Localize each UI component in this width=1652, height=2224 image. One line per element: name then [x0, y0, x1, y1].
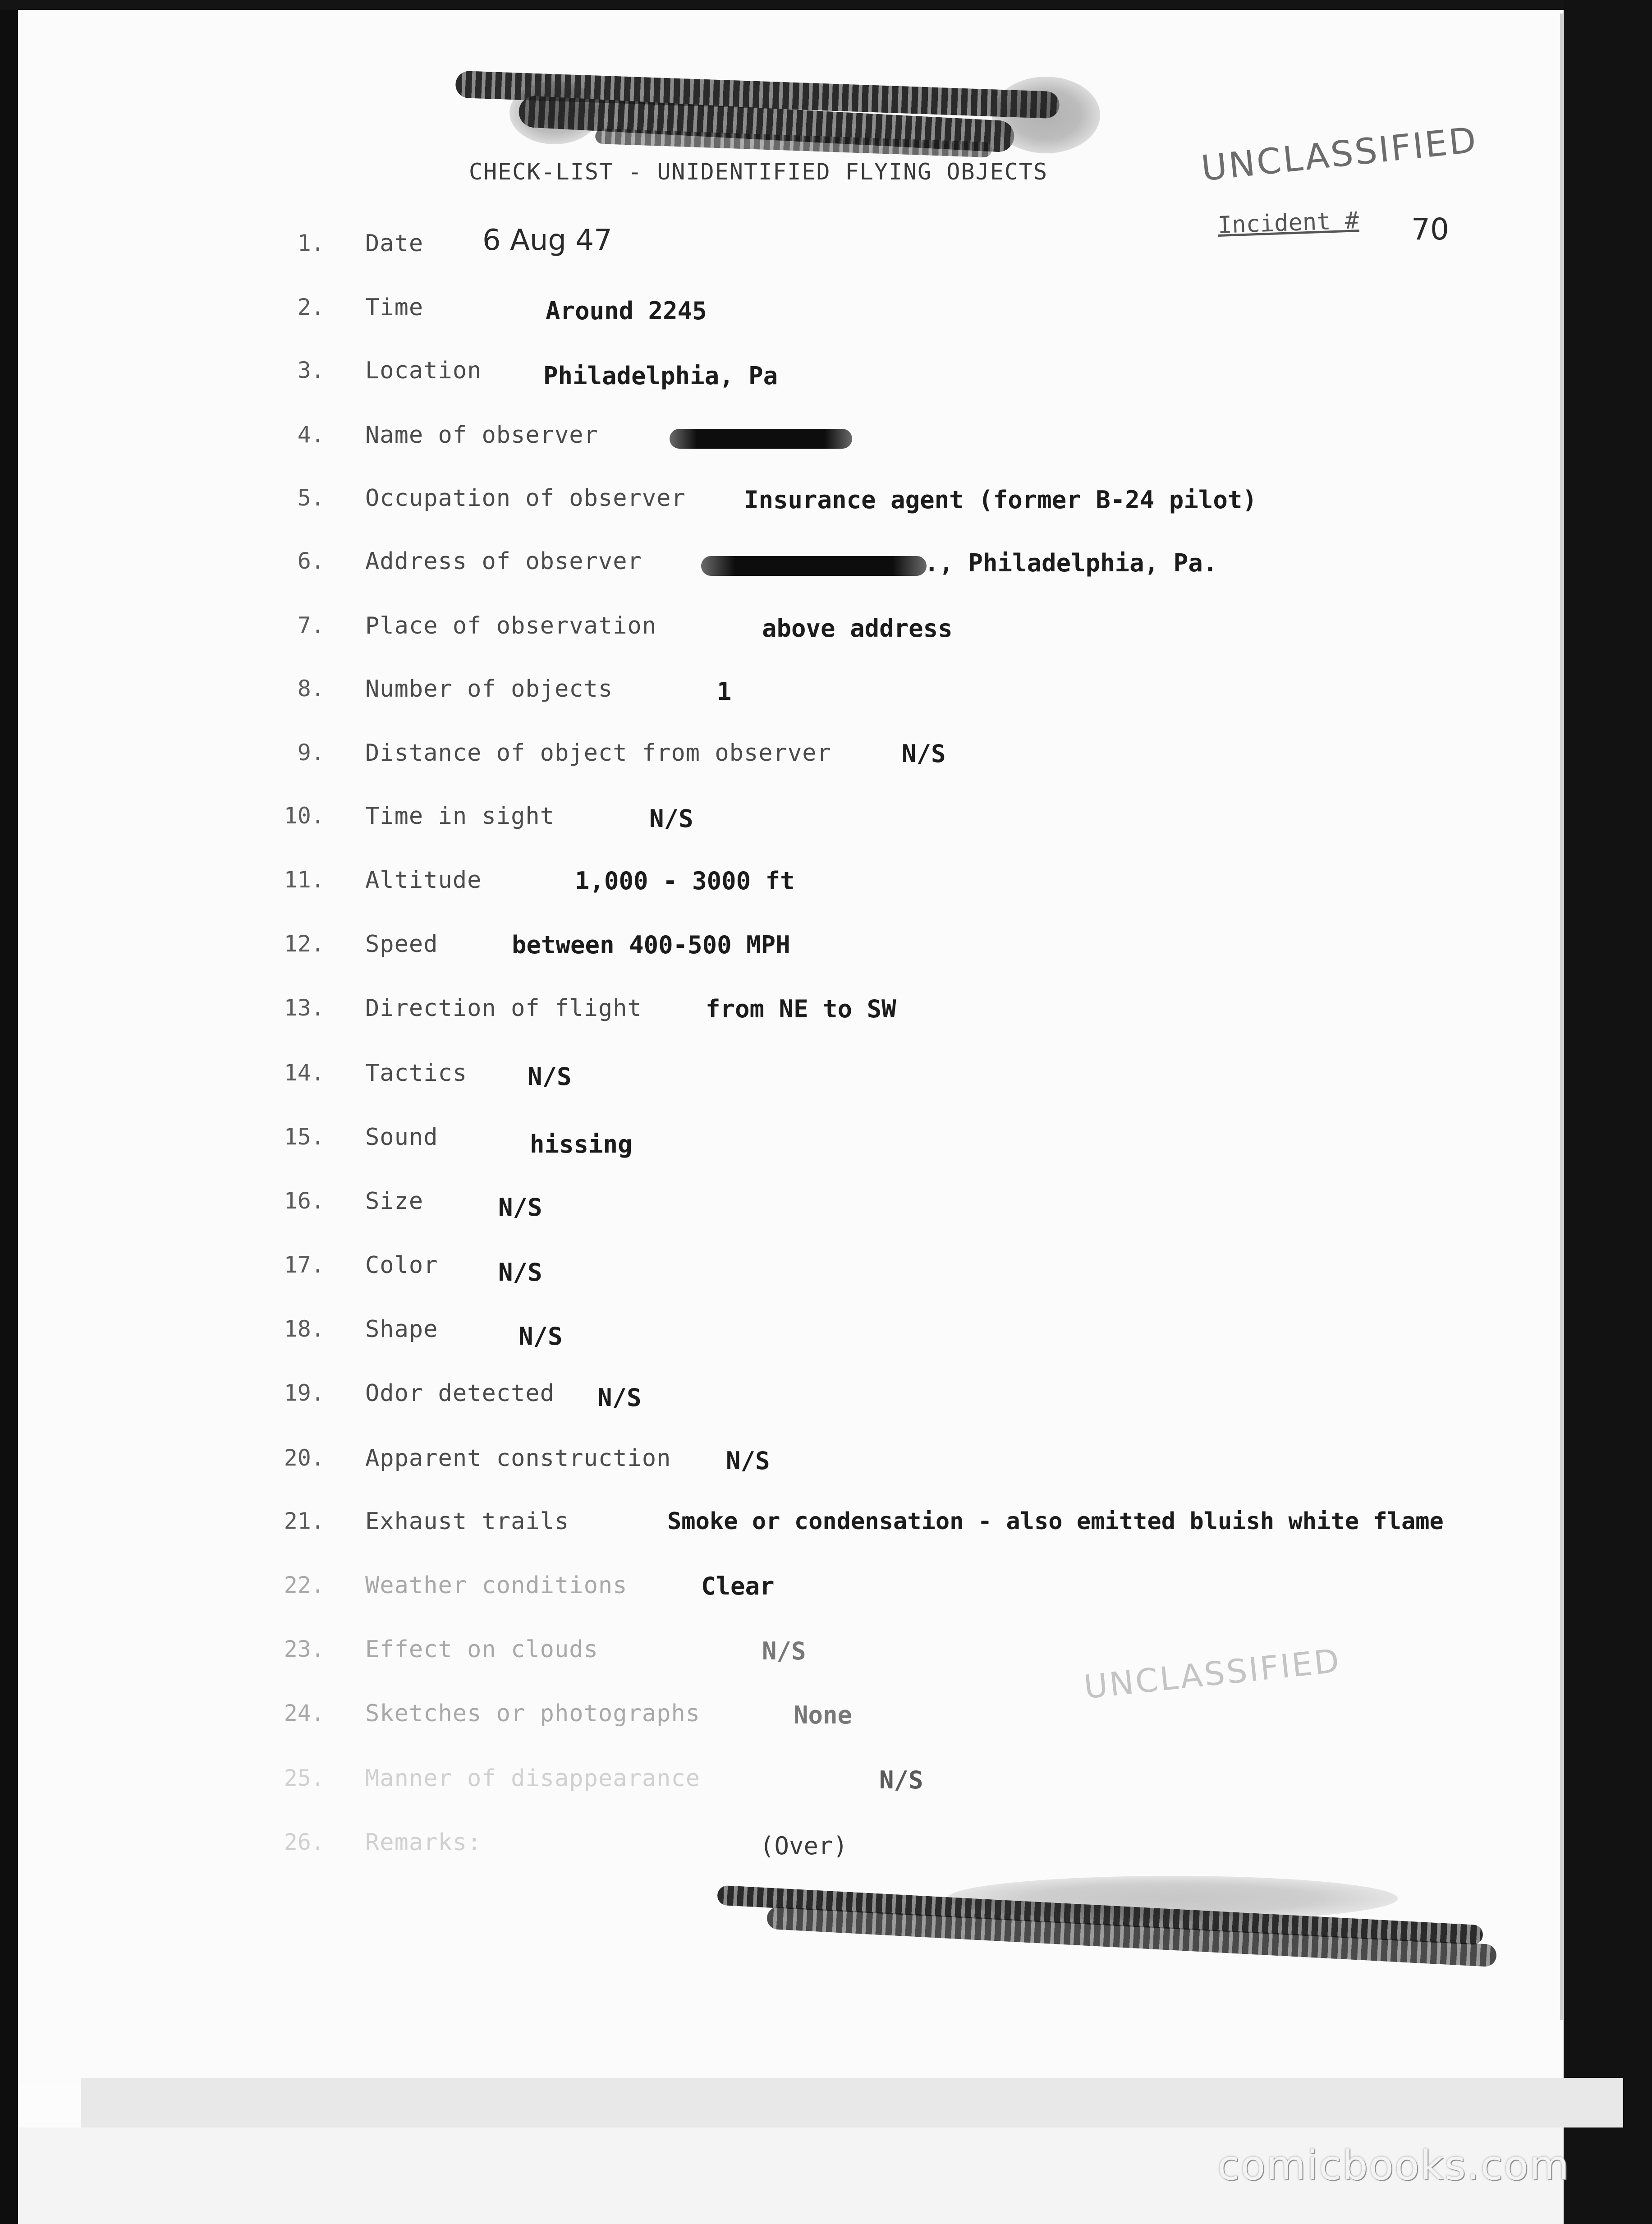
item-value: N/S — [498, 1258, 542, 1287]
item-label: Color — [365, 1252, 438, 1279]
item-value: N/S — [726, 1447, 770, 1475]
item-value: N/S — [597, 1383, 642, 1412]
item-number: 23. — [284, 1636, 325, 1662]
item-value: N/S — [519, 1322, 563, 1351]
watermark: comicbooks.com — [1217, 2142, 1570, 2189]
item-number: 15. — [284, 1124, 325, 1150]
item-number: 25. — [284, 1765, 325, 1791]
item-number: 13. — [284, 995, 325, 1021]
list-item — [0, 422, 1560, 462]
list-item — [0, 1188, 1560, 1228]
incident-number: 70 — [1411, 212, 1449, 247]
list-item — [0, 357, 1560, 398]
item-label: Time in sight — [365, 803, 555, 830]
list-item — [0, 803, 1560, 843]
list-item — [0, 612, 1560, 653]
item-number: 26. — [284, 1829, 325, 1855]
list-item — [0, 548, 1560, 588]
item-label: Altitude — [365, 867, 482, 894]
item-label: Address of observer — [365, 548, 642, 575]
item-number: 2. — [297, 294, 325, 320]
item-label: Time — [365, 294, 424, 321]
item-number: 9. — [297, 740, 325, 766]
item-number: 8. — [297, 675, 325, 702]
list-item — [0, 294, 1560, 335]
item-value: Around 2245 — [546, 297, 707, 325]
item-number: 1. — [297, 230, 325, 256]
item-number: 20. — [284, 1445, 325, 1471]
list-item — [0, 995, 1560, 1035]
item-value: 1,000 - 3000 ft — [575, 867, 795, 895]
item-value: N/S — [879, 1766, 923, 1794]
item-number: 22. — [284, 1572, 325, 1598]
item-value: Smoke or condensation - also emitted bluish white flame — [667, 1508, 1444, 1535]
list-item — [0, 1572, 1560, 1613]
item-label: Tactics — [365, 1060, 468, 1087]
item-label: Place of observation — [365, 612, 657, 639]
list-item — [0, 1700, 1560, 1741]
item-number: 5. — [297, 485, 325, 511]
scan-edge-top — [0, 0, 1652, 10]
list-item — [0, 1252, 1560, 1292]
item-value: N/S — [649, 804, 693, 833]
item-value: 6 Aug 47 — [482, 224, 612, 257]
item-number: 19. — [284, 1380, 325, 1406]
item-label: Name of observer — [365, 422, 598, 449]
item-value: Philadelphia, Pa — [543, 362, 778, 390]
list-item — [0, 1124, 1560, 1164]
item-label: Exhaust trails — [365, 1508, 569, 1535]
item-number: 11. — [284, 867, 325, 893]
item-label: Size — [365, 1188, 424, 1215]
item-label: Direction of flight — [365, 995, 642, 1022]
item-number: 21. — [284, 1508, 325, 1534]
unclassified-stamp: UNCLASSIFIED — [1199, 119, 1480, 189]
item-label: Sketches or photographs — [365, 1700, 701, 1727]
item-label: Manner of disappearance — [365, 1765, 701, 1792]
redaction-bar — [701, 556, 927, 576]
redaction-bar — [670, 429, 852, 449]
item-number: 18. — [284, 1316, 325, 1342]
item-value: Insurance agent (former B-24 pilot) — [744, 486, 1257, 514]
list-item — [0, 1060, 1560, 1100]
item-label: Effect on clouds — [365, 1636, 598, 1663]
item-label: Location — [365, 357, 482, 384]
item-label: Sound — [365, 1124, 438, 1151]
list-item — [0, 1316, 1560, 1356]
list-item — [0, 1380, 1560, 1420]
item-value: N/S — [762, 1637, 806, 1665]
item-number: 24. — [284, 1700, 325, 1726]
item-label: Distance of object from observer — [365, 740, 831, 767]
item-label: Remarks: — [365, 1829, 482, 1856]
incident-label: Incident # — [1217, 207, 1359, 239]
item-value: None — [794, 1701, 853, 1729]
item-value: N/S — [498, 1193, 542, 1222]
list-item — [0, 1445, 1560, 1485]
list-item — [0, 931, 1560, 971]
item-value: 1 — [717, 677, 732, 706]
item-number: 4. — [297, 422, 325, 448]
item-number: 7. — [297, 612, 325, 639]
item-number: 17. — [284, 1252, 325, 1278]
item-value: ., Philadelphia, Pa. — [924, 549, 1218, 577]
item-label: Speed — [365, 931, 438, 958]
item-number: 10. — [284, 803, 325, 829]
list-item — [0, 867, 1560, 907]
item-label: Occupation of observer — [365, 485, 686, 512]
list-item — [0, 675, 1560, 716]
item-number: 14. — [284, 1060, 325, 1086]
item-value: from NE to SW — [706, 995, 896, 1023]
unclassified-stamp-faint: UNCLASSIFIED — [1082, 1641, 1343, 1706]
item-number: 3. — [297, 357, 325, 383]
item-value: (Over) — [760, 1832, 848, 1860]
item-number: 16. — [284, 1188, 325, 1214]
item-value: N/S — [902, 740, 946, 768]
scan-bottom-strip — [81, 2078, 1623, 2128]
item-value: Clear — [701, 1572, 775, 1600]
list-item — [0, 1508, 1560, 1549]
scan-edge-right — [1564, 0, 1652, 2224]
item-number: 6. — [297, 548, 325, 574]
item-label: Number of objects — [365, 675, 613, 703]
item-label: Weather conditions — [365, 1572, 628, 1599]
list-item — [0, 1765, 1560, 1806]
item-label: Odor detected — [365, 1380, 555, 1407]
item-value: above address — [762, 614, 953, 643]
document-title: CHECK-LIST - UNIDENTIFIED FLYING OBJECTS — [469, 159, 1048, 185]
item-value: between 400-500 MPH — [512, 931, 790, 959]
item-label: Shape — [365, 1316, 438, 1343]
list-item — [0, 740, 1560, 780]
item-value: N/S — [528, 1062, 572, 1091]
list-item — [0, 485, 1560, 525]
sheet-edge-line — [1560, 14, 1563, 2020]
item-number: 12. — [284, 931, 325, 957]
list-item — [0, 1829, 1560, 1870]
item-label: Apparent construction — [365, 1445, 671, 1472]
item-label: Date — [365, 230, 424, 257]
item-value: hissing — [530, 1130, 633, 1158]
